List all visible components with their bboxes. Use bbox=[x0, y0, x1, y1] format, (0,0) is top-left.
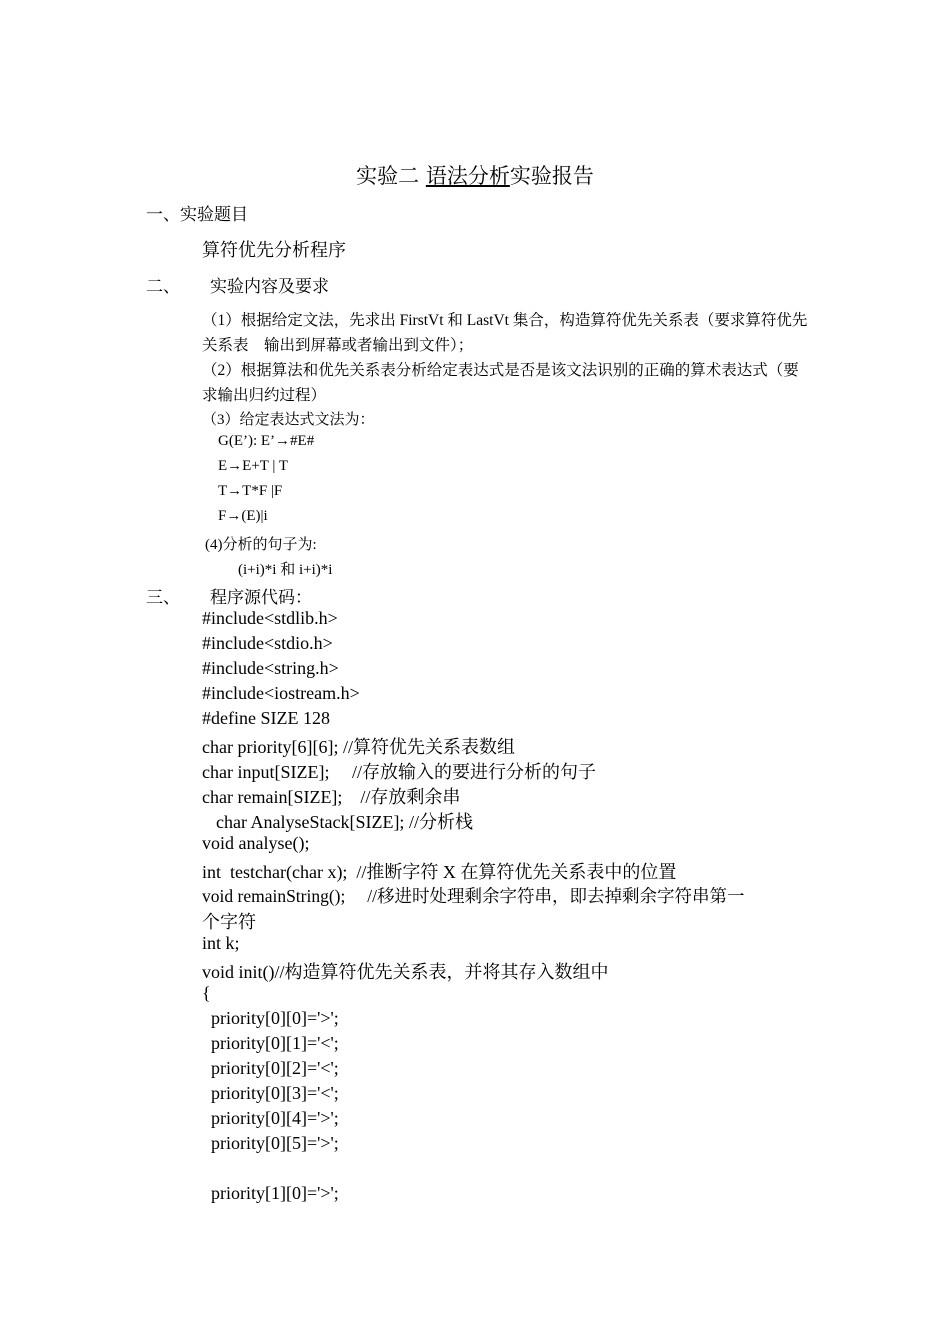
code-line: char remain[SIZE]; //存放剩余串 bbox=[202, 787, 461, 807]
grammar-rule: T→T*F |F bbox=[218, 483, 283, 499]
code-line: char priority[6][6]; //算符优先关系表数组 bbox=[202, 737, 515, 757]
code-line: void init()//构造算符优先关系表，并将其存入数组中 bbox=[202, 962, 609, 982]
document-title bbox=[0, 160, 950, 190]
code-line: #include<stdlib.h> bbox=[202, 608, 338, 628]
requirement-2: （2）根据算法和优先关系表分析给定表达式是否是该文法识别的正确的算术表达式（要求输出归约过程） bbox=[202, 362, 799, 404]
section-three-title: 程序源代码： bbox=[210, 588, 312, 608]
code-line: priority[0][0]='>'; bbox=[211, 1008, 339, 1028]
code-line: #define SIZE 128 bbox=[202, 708, 330, 728]
code-line: priority[0][5]='>'; bbox=[211, 1133, 339, 1153]
code-line: void remainString(); //移进时处理剩余字符串，即去掉剩余字符串第一 bbox=[202, 886, 745, 906]
grammar-rule: F→(E)|i bbox=[218, 508, 268, 524]
title-underlined: 语法分析 bbox=[425, 164, 510, 188]
title-suffix: 实验报告 bbox=[509, 164, 594, 188]
code-line: priority[0][1]='<'; bbox=[211, 1033, 339, 1053]
code-line: priority[0][3]='<'; bbox=[211, 1083, 339, 1103]
code-line: int testchar(char x); //推断字符 X 在算符优先关系表中的位置 bbox=[202, 862, 677, 882]
code-line: #include<string.h> bbox=[202, 658, 339, 678]
code-line: int k; bbox=[202, 933, 240, 953]
code-line: priority[0][2]='<'; bbox=[211, 1058, 339, 1078]
code-line: void analyse(); bbox=[202, 833, 310, 853]
code-line: #include<stdio.h> bbox=[202, 633, 333, 653]
section-three-heading bbox=[146, 583, 312, 608]
code-line: #include<iostream.h> bbox=[202, 683, 360, 703]
code-line: priority[0][4]='>'; bbox=[211, 1108, 339, 1128]
title-prefix: 实验二 bbox=[356, 164, 426, 188]
code-line: priority[1][0]='>'; bbox=[211, 1183, 339, 1203]
code-line: 个字符 bbox=[202, 912, 256, 932]
section-one-heading: 一、实验题目 bbox=[146, 205, 248, 225]
analysis-sentences: (i+i)*i 和 i+i)*i bbox=[238, 562, 333, 578]
section-two-title: 实验内容及要求 bbox=[210, 277, 329, 297]
requirement-1: （1）根据给定文法，先求出 FirstVt 和 LastVt 集合，构造算符优先关系表（要求算符优先关系表 输出到屏幕或者输出到文件）； bbox=[202, 312, 808, 354]
code-line: char AnalyseStack[SIZE]; //分析栈 bbox=[216, 812, 473, 832]
section-two-heading bbox=[146, 272, 329, 297]
section-one-body: 算符优先分析程序 bbox=[202, 240, 346, 260]
grammar-rule: E→E+T | T bbox=[218, 458, 289, 474]
section-three-number: 三、 bbox=[146, 588, 180, 608]
requirement-4: (4)分析的句子为: bbox=[205, 537, 317, 553]
grammar-rule: G(E’): E’→#E# bbox=[218, 433, 315, 449]
code-line: char input[SIZE]; //存放输入的要进行分析的句子 bbox=[202, 762, 596, 782]
code-line: { bbox=[202, 983, 211, 1003]
requirement-3: （3）给定表达式文法为： bbox=[202, 412, 375, 428]
section-two-number: 二、 bbox=[146, 277, 180, 297]
